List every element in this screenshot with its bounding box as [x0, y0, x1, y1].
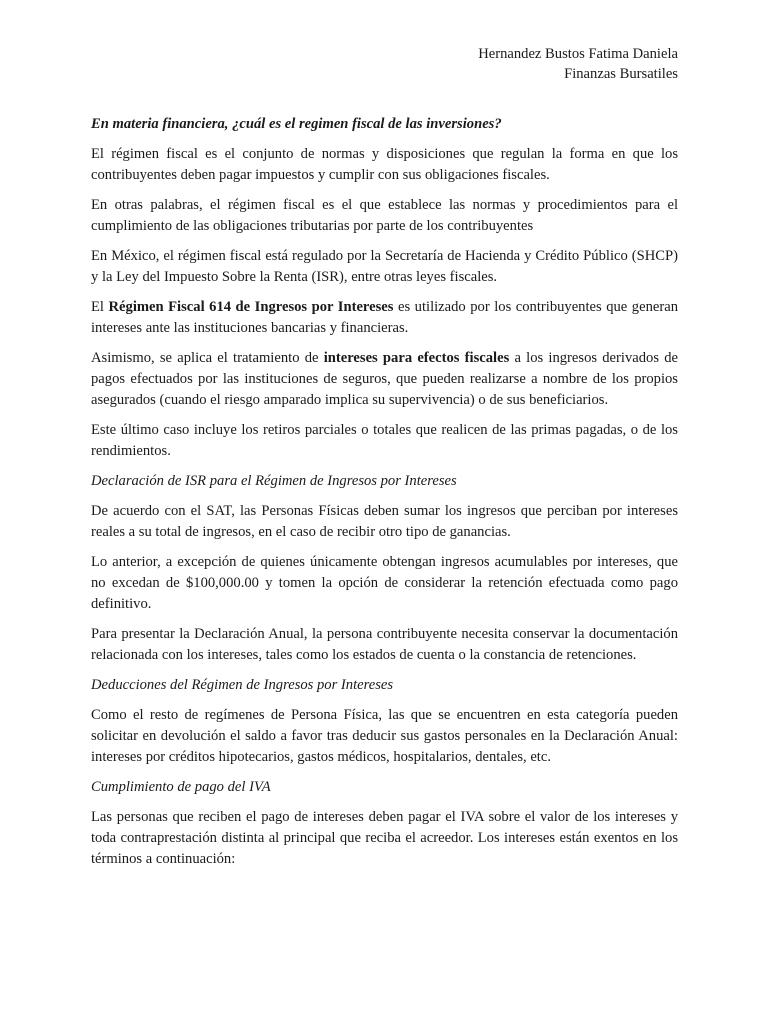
p4-post: es utilizado por los contribuyentes que generan intereses ante las instituciones bancarias y financieras. [91, 299, 678, 336]
p5-pre: Asimismo, se aplica el tratamiento de [91, 350, 324, 366]
paragraph-seguros [91, 348, 678, 411]
p4-bold: Régimen Fiscal 614 de Ingresos por Intereses [108, 299, 394, 315]
paragraph-definition: El régimen fiscal es el conjunto de normas y disposiciones que regulan la forma en que los contribuyentes deben pagar impuestos y cumplir con sus obligaciones fiscales. [91, 146, 678, 183]
paragraph-declaracion-anual: Para presentar la Declaración Anual, la persona contribuyente necesita conservar la documentación relacionada con los intereses, tales como los estados de cuenta o la constancia de retenciones. [91, 626, 678, 663]
paragraph-other-words: En otras palabras, el régimen fiscal es el que establece las normas y procedimientos para el cumplimiento de las obligaciones tributarias por parte de los contribuyentes [91, 197, 678, 234]
heading-deducciones: Deducciones del Régimen de Ingresos por Intereses [91, 677, 394, 693]
paragraph-deducciones: Como el resto de regímenes de Persona Física, las que se encuentren en esta categoría pueden solicitar en devolución el saldo a favor tras deducir sus gastos personales en la Declaración Anual: intereses por créditos hipotecarios, gastos médicos, hospitalarios, dentales, etc. [91, 707, 678, 765]
p5-post: a los ingresos derivados de pagos efectuados por las instituciones de seguros, que pueden realizarse a nombre de los propios asegurados (cuando el riesgo amparado implica su supervivencia) o de sus beneficiarios. [91, 350, 678, 408]
paragraph-mexico: En México, el régimen fiscal está regulado por la Secretaría de Hacienda y Crédito Público (SHCP) y la Ley del Impuesto Sobre la Renta (ISR), entre otras leyes fiscales. [91, 248, 678, 285]
main-question: En materia financiera, ¿cuál es el regimen fiscal de las inversiones? [91, 116, 502, 132]
heading-declaracion-isr: Declaración de ISR para el Régimen de Ingresos por Intereses [91, 473, 457, 489]
paragraph-iva: Las personas que reciben el pago de intereses deben pagar el IVA sobre el valor de los intereses y toda contraprestación distinta al principal que reciba el acreedor. Los intereses están exentos en los términos a continuación: [91, 809, 678, 867]
author-name: Hernandez Bustos Fatima Daniela [478, 46, 678, 62]
p5-bold: intereses para efectos fiscales [323, 350, 510, 366]
document-header [91, 44, 678, 84]
heading-iva: Cumplimiento de pago del IVA [91, 779, 271, 795]
paragraph-excepcion: Lo anterior, a excepción de quienes únicamente obtengan ingresos acumulables por intereses, que no excedan de $100,000.00 y tomen la opción de considerar la retención efectuada como pago definitivo. [91, 554, 678, 612]
course-name: Finanzas Bursatiles [564, 66, 678, 82]
paragraph-regimen-614 [91, 297, 678, 339]
document-page [91, 44, 678, 879]
p4-pre: El [91, 299, 109, 315]
paragraph-retiros: Este último caso incluye los retiros parciales o totales que realicen de las primas pagadas, o de los rendimientos. [91, 422, 678, 459]
paragraph-sat: De acuerdo con el SAT, las Personas Físicas deben sumar los ingresos que perciban por intereses reales a su total de ingresos, en el caso de recibir otro tipo de ganancias. [91, 503, 678, 540]
